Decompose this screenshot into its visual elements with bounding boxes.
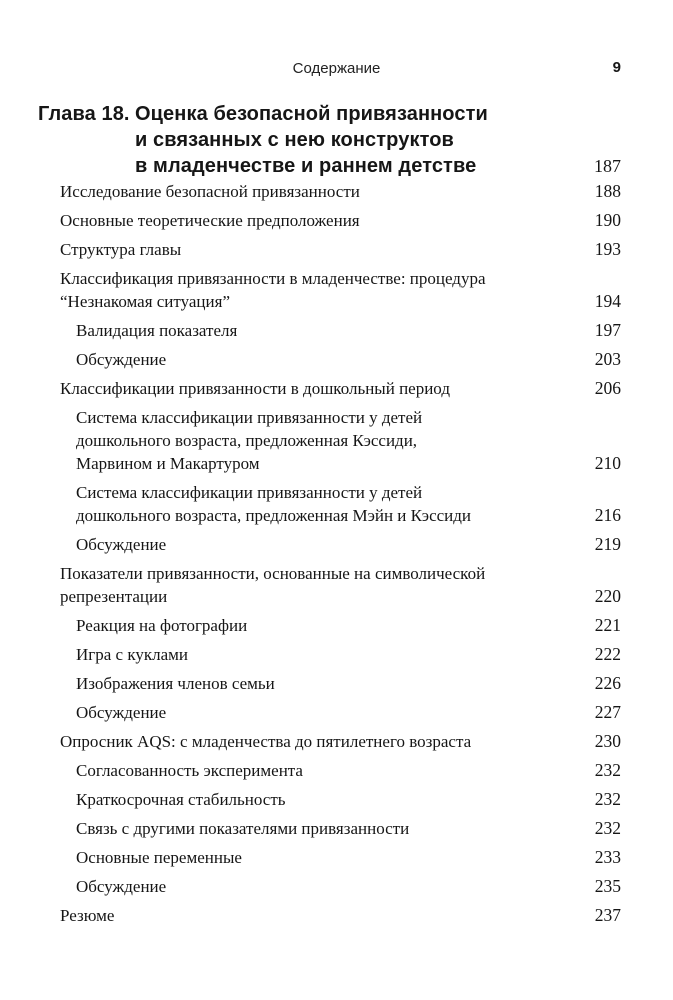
toc-entry-title-line: Исследование безопасной привязанности [60,182,360,201]
chapter-heading [38,101,598,179]
toc-entry-title [76,788,526,811]
toc-entry-page: 220 [594,586,621,606]
toc-entry-page: 232 [594,789,621,809]
toc-entry-title-line: дошкольного возраста, предложенная Мэйн и Кэссиди [76,506,472,525]
toc-entry-title [76,817,526,840]
toc-entry-page: 226 [594,673,621,693]
toc-entry-title [76,406,526,475]
toc-entry [0,672,673,695]
toc-entry-title-line: “Незнакомая ситуация” [60,292,230,311]
toc-entry-title-line: Показатели привязанности, основанные на символической [60,564,486,583]
toc-entry [0,533,673,556]
toc-entry-title [60,562,530,608]
toc-entry-title [60,730,530,753]
toc-entry-title-line: Опросник AQS: с младенчества до пятилетнего возраста [60,732,472,751]
toc-entry-title-line: Изображения членов семьи [76,674,275,693]
toc-entry-page: 188 [594,181,621,201]
toc-entry-title [76,614,526,637]
toc-entry-title-line: Обсуждение [76,877,167,896]
toc-entry-page: 190 [594,210,621,230]
toc-entry-page: 237 [594,905,621,925]
toc-entry-title [76,672,526,695]
toc-entry-title-line: Игра с куклами [76,645,189,664]
toc-entry-title [60,377,530,400]
toc-entry-title [60,209,530,232]
toc-entry [0,348,673,371]
chapter-title-line-3: в младенчестве и раннем детстве [135,155,477,177]
toc-entry-page: 227 [594,702,621,722]
toc-entry-title [60,904,530,927]
toc-entry-title-line: Основные теоретические предположения [60,211,360,230]
toc-entry-title-line: Валидация показателя [76,321,238,340]
toc-entry-title-line: Реакция на фотографии [76,616,248,635]
toc-entry-page: 194 [594,291,621,311]
toc-entry-title-line: Связь с другими показателями привязанности [76,819,410,838]
chapter-title-line-2: и связанных с нею конструктов [135,129,454,151]
toc-entry-title-line: Резюме [60,906,115,925]
page-number: 9 [612,59,621,76]
toc-entry-title [60,267,530,313]
toc-entry-page: 232 [594,818,621,838]
toc-entry-title-line: Структура главы [60,240,182,259]
toc-entry-page: 197 [594,320,621,340]
toc-entry [0,209,673,232]
toc-entry-title-line: Классификация привязанности в младенчестве: процедура [60,269,486,288]
chapter-page-number: 187 [594,156,621,176]
table-of-contents [0,180,673,933]
toc-entry-title [60,238,530,261]
toc-entry-title-line: Классификации привязанности в дошкольный период [60,379,450,398]
toc-entry-title [76,481,526,527]
toc-entry-page: 221 [594,615,621,635]
toc-entry-title-line: Обсуждение [76,703,167,722]
running-title: Содержание [292,60,381,77]
toc-entry [0,817,673,840]
toc-entry-title [76,319,526,342]
toc-entry-title-line: репрезентации [60,587,168,606]
toc-entry [0,180,673,203]
toc-entry [0,377,673,400]
toc-entry-title-line: Система классификации привязанности у детей [76,483,423,502]
toc-entry-title-line: Краткосрочная стабильность [76,790,286,809]
toc-entry [0,788,673,811]
toc-entry-title [76,348,526,371]
toc-entry-page: 222 [594,644,621,664]
toc-entry [0,846,673,869]
toc-entry [0,875,673,898]
chapter-label: Глава 18. [38,103,130,125]
toc-entry-title-line: Основные переменные [76,848,242,867]
toc-entry [0,406,673,475]
toc-entry [0,759,673,782]
chapter-heading-line [38,101,598,127]
toc-entry-title-line: Обсуждение [76,535,167,554]
toc-entry-page: 216 [594,505,621,525]
toc-entry-title [60,180,530,203]
toc-entry [0,481,673,527]
toc-entry [0,562,673,608]
chapter-title-line-1: Оценка безопасной привязанности [135,103,488,125]
toc-entry-title [76,846,526,869]
toc-entry-page: 203 [594,349,621,369]
toc-entry-page: 233 [594,847,621,867]
toc-entry-title [76,533,526,556]
toc-entry [0,319,673,342]
toc-entry [0,904,673,927]
toc-entry-page: 230 [594,731,621,751]
toc-entry-title [76,875,526,898]
toc-entry [0,701,673,724]
toc-entry-title-line: Обсуждение [76,350,167,369]
toc-entry [0,238,673,261]
toc-entry-page: 193 [594,239,621,259]
toc-entry-page: 235 [594,876,621,896]
toc-entry [0,643,673,666]
toc-entry [0,267,673,313]
toc-entry-title [76,759,526,782]
toc-entry-page: 219 [594,534,621,554]
toc-entry-title-line: дошкольного возраста, предложенная Кэссиди, [76,431,418,450]
toc-entry-page: 206 [594,378,621,398]
toc-entry-title-line: Согласованность эксперимента [76,761,303,780]
toc-entry-title-line: Система классификации привязанности у детей [76,408,423,427]
toc-entry-page: 210 [594,453,621,473]
toc-entry-page: 232 [594,760,621,780]
toc-entry-title-line: Марвином и Макартуром [76,454,260,473]
toc-entry [0,614,673,637]
toc-entry [0,730,673,753]
toc-entry-title [76,643,526,666]
toc-entry-title [76,701,526,724]
